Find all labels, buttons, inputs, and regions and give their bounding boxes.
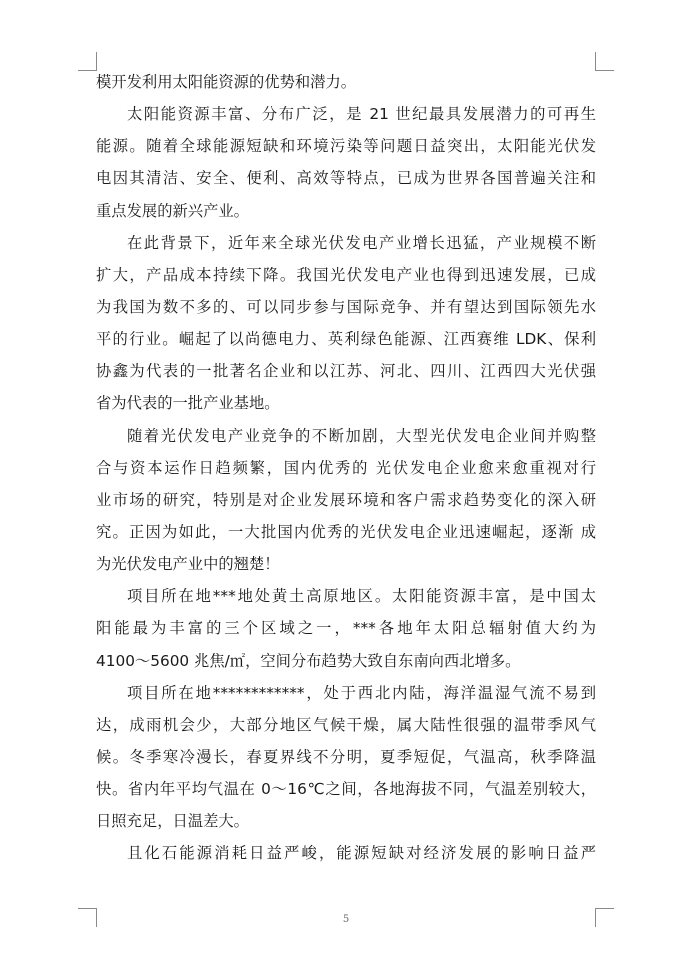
page-number: 5	[342, 914, 350, 925]
text-line: 候。冬季寒冷漫长，春夏界线不分明，夏季短促，气温高，秋季降温	[96, 747, 596, 766]
text-line: 为我国为数不多的、可以同步参与国际竞争、并有望达到国际领先水	[96, 297, 596, 316]
text-line: 省为代表的一批产业基地。	[96, 394, 280, 413]
crop-mark-top-right	[595, 52, 614, 71]
text-line: 项目所在地***地处黄土高原地区。太阳能资源丰富，是中国太	[127, 587, 596, 606]
text-line: 能源。随着全球能源短缺和环境污染等问题日益突出，太阳能光伏发	[96, 137, 596, 156]
text-line: 太阳能资源丰富、分布广泛，是 21 世纪最具发展潜力的可再生	[127, 105, 596, 124]
text-line: 且化石能源消耗日益严峻，能源短缺对经济发展的影响日益严	[127, 844, 596, 863]
text-line: 模开发利用太阳能资源的优势和潜力。	[96, 73, 357, 91]
text-line: 达，成雨机会少，大部分地区气候干燥，属大陆性很强的温带季风气	[96, 715, 596, 734]
text-line: 快。省内年平均气温在 0～16℃之间，各地海拔不同，气温差别较大，	[96, 780, 596, 799]
text-line: 电因其清洁、安全、便利、高效等特点，已成为世界各国普遍关注和	[96, 169, 596, 188]
text-line: 平的行业。崛起了以尚德电力、英利绿色能源、江西赛维 LDK、保利	[96, 330, 596, 349]
crop-mark-top-left	[78, 52, 97, 71]
text-line: 业市场的研究，特别是对企业发展环境和客户需求趋势变化的深入研	[96, 490, 596, 509]
text-line: 协鑫为代表的一批著名企业和以江苏、河北、四川、江西四大光伏强	[96, 362, 596, 381]
text-line: 随着光伏发电产业竞争的不断加剧，大型光伏发电企业间并购整	[127, 426, 596, 445]
text-line: 阳能最为丰富的三个区域之一，***各地年太阳总辐射值大约为	[96, 619, 596, 638]
text-line: 为光伏发电产业中的翘楚！	[96, 555, 280, 574]
text-line: 日照充足，日温差大。	[96, 812, 249, 831]
text-line: 重点发展的新兴产业。	[96, 201, 249, 220]
text-line: 4100～5600 兆焦/㎡，空间分布趋势大致自东南向西北增多。	[96, 651, 521, 670]
text-line: 扩大，产品成本持续下降。我国光伏发电产业也得到迅速发展，已成	[96, 265, 596, 284]
text-line: 合与资本运作日趋频繁，国内优秀的 光伏发电企业愈来愈重视对行	[96, 458, 596, 477]
text-line: 究。正因为如此，一大批国内优秀的光伏发电企业迅速崛起，逐渐 成	[96, 522, 596, 541]
document-body	[96, 66, 596, 870]
text-line: 项目所在地************，处于西北内陆，海洋温湿气流不易到	[127, 683, 596, 702]
text-line: 在此背景下，近年来全球光伏发电产业增长迅猛，产业规模不断	[127, 233, 596, 252]
